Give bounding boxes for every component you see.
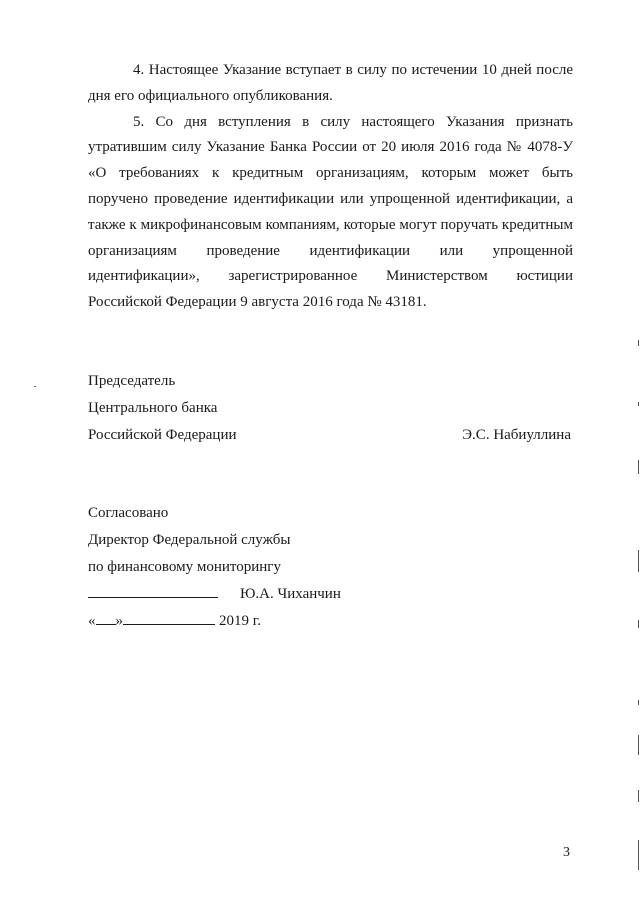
signature-block [88,368,573,449]
date-close-quote: » [115,613,123,629]
paragraph-4: 4. Настоящее Указание вступает в силу по истечении 10 дней после дня его официального опубликования. [88,62,573,104]
date-open-quote: « [88,613,96,629]
signatory-title-row [88,422,573,449]
date-month-blank [123,610,215,625]
approval-position-line-2: по финансовому мониторингу [88,559,281,575]
approval-heading: Согласовано [88,505,169,521]
signatory-title-line-3: Российской Федерации [88,427,237,443]
approver-name: Ю.А. Чиханчин [240,586,341,602]
date-day-blank [96,610,116,625]
approval-date-row [88,608,488,635]
page-number: 3 [563,845,570,860]
approval-position-line-1: Директор Федеральной службы [88,532,291,548]
approval-signature-row [88,581,488,608]
signatory-title-line-1: Председатель [88,373,176,389]
signatory-name: Э.С. Набиуллина [462,427,571,443]
approval-block [88,500,488,635]
document-body [88,58,573,316]
signature-blank-line [88,583,218,598]
signatory-title-line-2: Центрального банка [88,400,218,416]
scan-speck [34,386,36,387]
date-year: 2019 г. [219,613,261,629]
paragraph-5: 5. Со дня вступления в силу настоящего Указания признать утратившим силу Указание Банка России от 20 июля 2016 года № 4078-У «О требованиях к кредитным организациям, которым может быть поручено проведение идентификации или упрощенной идентификации, а также к микрофинансовым компаниям, которые могут поручать кредитным организациям проведение идентификации или упрощенной идентификации», зарегистрированное Министерством юстиции Российской Федерации 9 августа 2016 года № 43181. [88,113,573,311]
